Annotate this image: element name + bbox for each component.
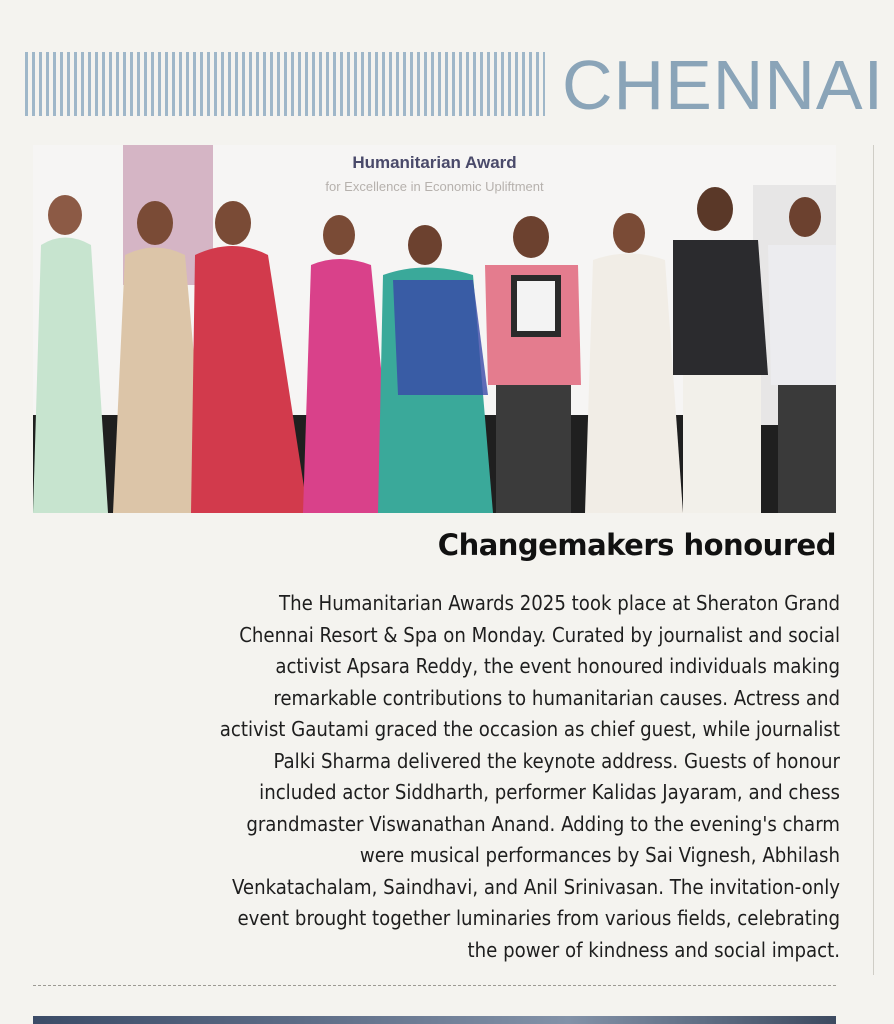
article-body: [40, 588, 840, 966]
body-line: Palki Sharma delivered the keynote address. Guests of honour: [273, 748, 840, 773]
backdrop-title: Humanitarian Award: [352, 153, 517, 172]
masthead-stripes: [25, 52, 545, 116]
body-line: the power of kindness and social impact.: [467, 937, 840, 962]
backdrop-subtitle: for Excellence in Economic Upliftment: [325, 179, 544, 194]
body-line: event brought together luminaries from various fields, celebrating: [237, 906, 840, 930]
body-line: The Humanitarian Awards 2025 took place at Sheraton Grand: [278, 591, 840, 615]
body-line: Chennai Resort & Spa on Monday. Curated by journalist and social: [239, 622, 840, 647]
event-photo-illustration: [33, 145, 836, 513]
body-line: grandmaster Viswanathan Anand. Adding to the evening's charm: [246, 811, 840, 836]
body-line: Venkatachalam, Saindhavi, and Anil Srinivasan. The invitation-only: [232, 874, 840, 899]
body-line: were musical performances by Sai Vignesh, Abhilash: [359, 843, 840, 867]
next-photo-edge: [33, 1016, 836, 1024]
masthead-city: CHENNAI: [562, 46, 885, 124]
event-photo: [33, 145, 836, 513]
body-line: remarkable contributions to humanitarian causes. Actress and: [273, 685, 840, 710]
masthead: [0, 0, 894, 140]
body-line: activist Apsara Reddy, the event honoured individuals making: [275, 654, 840, 678]
body-line: included actor Siddharth, performer Kalidas Jayaram, and chess: [259, 780, 840, 804]
column-rule: [873, 145, 874, 975]
body-line: activist Gautami graced the occasion as chief guest, while journalist: [219, 717, 840, 741]
section-divider: [33, 985, 836, 986]
article-headline: Changemakers honoured: [437, 528, 836, 562]
